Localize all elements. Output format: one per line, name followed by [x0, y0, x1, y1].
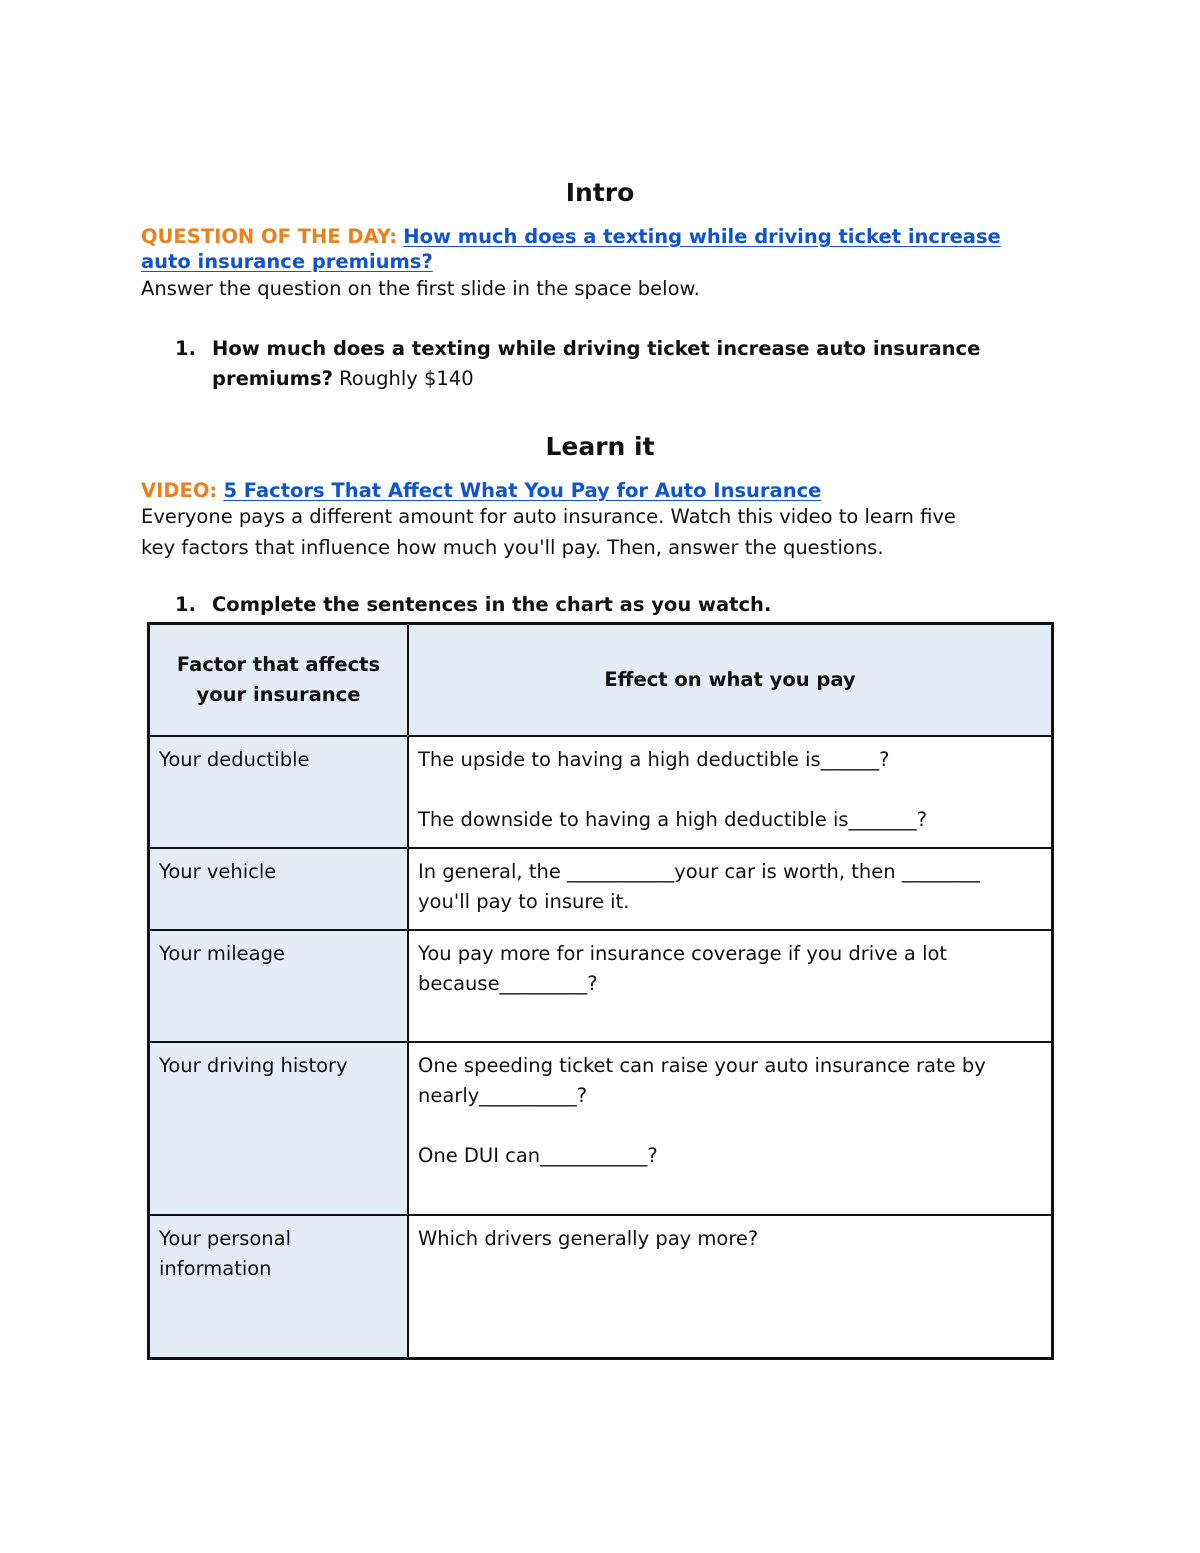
table-row — [149, 930, 1053, 1042]
video-label: VIDEO: — [141, 479, 218, 502]
table-row — [149, 1215, 1053, 1359]
effect-text: In general, the ___________your car is worth, then ________ — [418, 860, 980, 883]
factor-cell: Your mileage — [149, 930, 409, 1042]
factor-cell — [149, 1215, 409, 1359]
effect-text: Which drivers generally pay more? — [418, 1227, 759, 1250]
header-factor-line-1: Factor that affects — [176, 653, 381, 676]
factor-text-line-2: information — [159, 1257, 272, 1280]
qotd-link[interactable]: How much does a texting while driving ticket increase — [403, 225, 1001, 248]
intro-question-text — [212, 334, 1032, 394]
chart-header-row — [149, 624, 1053, 737]
intro-question-number: 1. — [175, 337, 196, 360]
learn-description-line-1: Everyone pays a different amount for auto insurance. Watch this video to learn five — [141, 505, 956, 528]
effect-text: because_________? — [418, 972, 598, 995]
effect-text: You pay more for insurance coverage if you drive a lot — [418, 942, 948, 965]
learn-question-number: 1. — [175, 593, 196, 616]
effect-text: nearly__________? — [418, 1084, 588, 1107]
intro-question-line-2: premiums? — [212, 367, 333, 390]
learn-heading: Learn it — [545, 432, 655, 461]
table-row — [149, 1042, 1053, 1215]
effect-text: you'll pay to insure it. — [418, 890, 630, 913]
intro-heading: Intro — [565, 178, 635, 207]
intro-instruction: Answer the question on the first slide in the space below. — [141, 277, 700, 300]
header-factor-line-2: your insurance — [196, 683, 361, 706]
effect-cell — [408, 736, 1053, 848]
factor-cell: Your vehicle — [149, 848, 409, 930]
table-row — [149, 736, 1053, 848]
learn-description-line-2: key factors that influence how much you'll pay. Then, answer the questions. — [141, 536, 884, 559]
video-link[interactable]: 5 Factors That Affect What You Pay for Auto Insurance — [223, 479, 822, 502]
intro-answer: Roughly $140 — [332, 367, 474, 390]
effect-cell — [408, 1215, 1053, 1359]
header-effect: Effect on what you pay — [408, 624, 1053, 737]
qotd-link-continued[interactable]: auto insurance premiums? — [141, 250, 433, 273]
effect-cell — [408, 848, 1053, 930]
learn-question-text: Complete the sentences in the chart as you watch. — [212, 593, 772, 616]
intro-question-line-1: How much does a texting while driving ticket increase auto insurance — [212, 337, 981, 360]
qotd-label: QUESTION OF THE DAY: — [141, 225, 398, 248]
effect-cell — [408, 930, 1053, 1042]
effect-text: One DUI can___________? — [418, 1144, 658, 1167]
factor-cell: Your deductible — [149, 736, 409, 848]
header-factor — [149, 624, 409, 737]
effect-cell — [408, 1042, 1053, 1215]
effect-text: The upside to having a high deductible is______? — [418, 748, 890, 771]
effect-text: The downside to having a high deductible is_______? — [418, 808, 928, 831]
effect-text: One speeding ticket can raise your auto insurance rate by — [418, 1054, 986, 1077]
factors-chart — [147, 622, 1054, 1360]
table-row — [149, 848, 1053, 930]
factor-text-line-1: Your personal — [159, 1227, 292, 1250]
factor-cell: Your driving history — [149, 1042, 409, 1215]
